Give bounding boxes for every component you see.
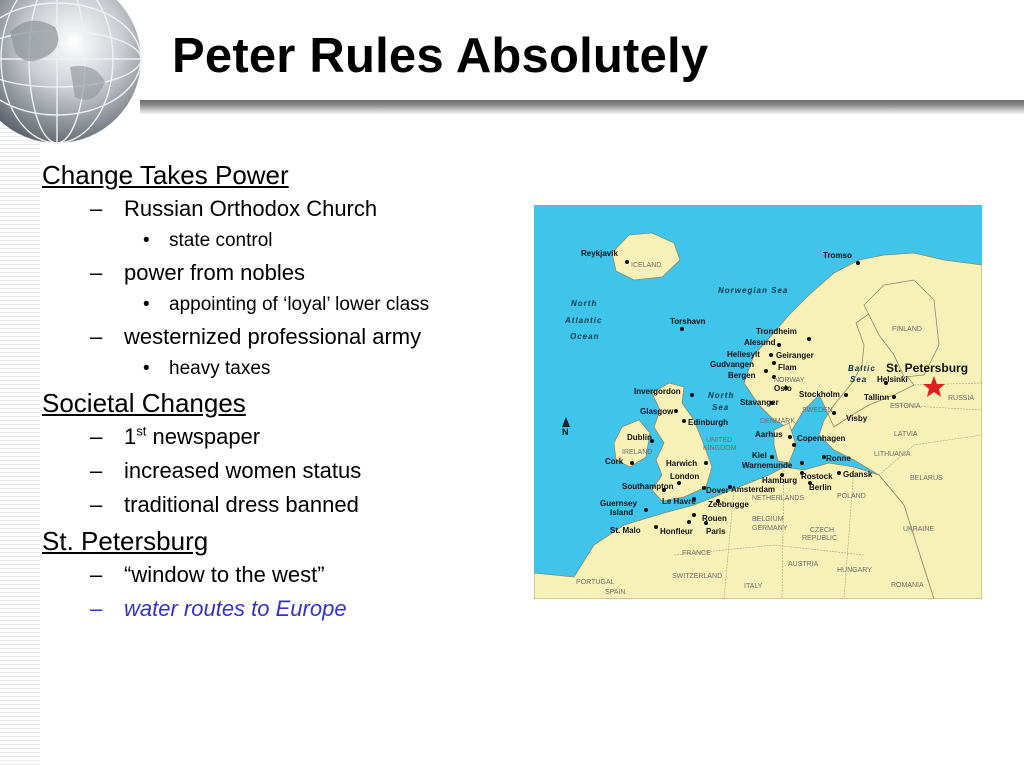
country-label: SWEDEN bbox=[802, 407, 833, 414]
city-label: Edinburgh bbox=[688, 418, 728, 427]
sea-label: Norwegian Sea bbox=[718, 286, 789, 295]
city-label: Oslo bbox=[774, 384, 792, 393]
list-item: – westernized professional army bbox=[90, 324, 422, 349]
city-label: Warnemunde bbox=[742, 461, 793, 470]
list-item-highlight: – water routes to Europe bbox=[90, 596, 347, 621]
city-label: Rouen bbox=[702, 514, 727, 523]
country-label: ICELAND bbox=[631, 262, 662, 269]
city-label: Island bbox=[610, 508, 634, 517]
city-label: Reykjavik bbox=[581, 249, 618, 258]
heading-societal-changes: Societal Changes bbox=[42, 388, 246, 418]
city-label: Trondheim bbox=[756, 327, 797, 336]
city-label: Helsinki bbox=[877, 375, 908, 384]
city-label: Amsterdam bbox=[731, 485, 776, 494]
city-label: Guernsey bbox=[600, 499, 637, 508]
country-label: DENMARK bbox=[760, 418, 796, 425]
country-label: IRELAND bbox=[622, 449, 653, 456]
city-label: Hamburg bbox=[762, 476, 798, 485]
sub-list-item: • state control bbox=[143, 230, 273, 251]
sea-label: North bbox=[708, 391, 735, 400]
city-label: Hellesylt bbox=[727, 350, 760, 359]
city-label: Tromso bbox=[823, 251, 852, 260]
country-label: KINGDOM bbox=[703, 445, 737, 452]
city-label: Alesund bbox=[744, 338, 776, 347]
sea-label: Atlantic bbox=[565, 316, 603, 325]
city-label: Kiel bbox=[752, 451, 767, 460]
city-label: Tallinn bbox=[864, 393, 890, 402]
country-label: ROMANIA bbox=[891, 582, 924, 589]
sub-list-item: • appointing of ‘loyal’ lower class bbox=[143, 294, 430, 315]
list-item: – increased women status bbox=[90, 458, 362, 483]
sea-label: Sea bbox=[850, 375, 868, 384]
city-label: Dublin bbox=[627, 433, 652, 442]
city-label: Stavanger bbox=[740, 398, 779, 407]
city-label: Honfleur bbox=[660, 527, 693, 536]
sea-label: Ocean bbox=[570, 332, 600, 341]
country-label: ESTONIA bbox=[890, 403, 921, 410]
city-label: Aarhus bbox=[755, 430, 783, 439]
city-label: Bergen bbox=[728, 371, 756, 380]
country-label: LITHUANIA bbox=[874, 451, 911, 458]
country-label: PORTUGAL bbox=[576, 579, 615, 586]
slide-title: Peter Rules Absolutely bbox=[172, 29, 709, 83]
city-label: Flam bbox=[778, 363, 797, 372]
sea-label: North bbox=[571, 299, 598, 308]
city-label: Southampton bbox=[622, 482, 674, 491]
city-label: Visby bbox=[846, 414, 868, 423]
country-label: UNITED bbox=[706, 437, 733, 444]
list-item: – power from nobles bbox=[90, 260, 305, 285]
city-label: Le Havre bbox=[662, 497, 696, 506]
north-arrow-icon bbox=[562, 417, 570, 427]
country-label: BELARUS bbox=[910, 475, 943, 482]
country-label: FINLAND bbox=[892, 326, 922, 333]
country-label: RUSSIA bbox=[948, 395, 975, 402]
bullet-outline bbox=[42, 158, 522, 626]
city-label: Glasgow bbox=[640, 407, 674, 416]
country-label: SPAIN bbox=[605, 589, 626, 596]
city-label: Copenhagen bbox=[797, 434, 846, 443]
country-label: HUNGARY bbox=[837, 567, 872, 574]
country-label: POLAND bbox=[837, 493, 866, 500]
sea-label: Baltic bbox=[848, 364, 876, 373]
city-label: London bbox=[670, 472, 700, 481]
north-arrow-label: N bbox=[562, 427, 569, 437]
europe-map bbox=[534, 205, 982, 599]
city-label: Stockholm bbox=[799, 390, 840, 399]
heading-st-petersburg: St. Petersburg bbox=[42, 526, 209, 556]
sub-list-item: • heavy taxes bbox=[143, 358, 271, 379]
country-label: FRANCE bbox=[682, 550, 711, 557]
country-label: SWITZERLAND bbox=[672, 573, 723, 580]
city-label: Gudvangen bbox=[710, 360, 755, 369]
city-label: Torshavn bbox=[670, 317, 706, 326]
sea-label: Sea bbox=[712, 403, 730, 412]
city-label: Ronne bbox=[826, 454, 851, 463]
list-item: – 1st newspaper bbox=[90, 423, 261, 449]
country-label: LATVIA bbox=[894, 431, 918, 438]
city-label: Berlin bbox=[809, 483, 832, 492]
city-label: Rostock bbox=[801, 472, 833, 481]
country-label: REPUBLIC bbox=[802, 535, 838, 542]
city-label-highlight: St. Petersburg bbox=[886, 361, 969, 375]
country-label: AUSTRIA bbox=[788, 561, 819, 568]
city-label: St. Malo bbox=[610, 526, 641, 535]
globe-icon bbox=[0, 0, 145, 147]
list-item: – traditional dress banned bbox=[90, 492, 359, 517]
city-label: Cork bbox=[605, 457, 624, 466]
city-label: Paris bbox=[706, 527, 726, 536]
country-label: NETHERLANDS bbox=[752, 495, 805, 502]
city-label: Harwich bbox=[666, 459, 698, 468]
country-label: GERMANY bbox=[752, 525, 788, 532]
country-label: BELGIUM bbox=[752, 516, 784, 523]
city-label: Invergordon bbox=[634, 387, 681, 396]
city-label: Dover bbox=[706, 486, 729, 495]
city-label: Zeebrugge bbox=[708, 500, 749, 509]
country-label: ITALY bbox=[744, 583, 763, 590]
list-item: – Russian Orthodox Church bbox=[90, 196, 378, 221]
heading-change-takes-power: Change Takes Power bbox=[42, 160, 289, 190]
city-label: Gdansk bbox=[843, 470, 873, 479]
city-label: Geiranger bbox=[776, 351, 814, 360]
country-label: NORWAY bbox=[774, 377, 805, 384]
title-divider bbox=[140, 100, 1024, 114]
country-label: CZECH bbox=[810, 527, 835, 534]
list-item: – “window to the west” bbox=[90, 562, 325, 587]
country-label: UKRAINE bbox=[903, 526, 935, 533]
